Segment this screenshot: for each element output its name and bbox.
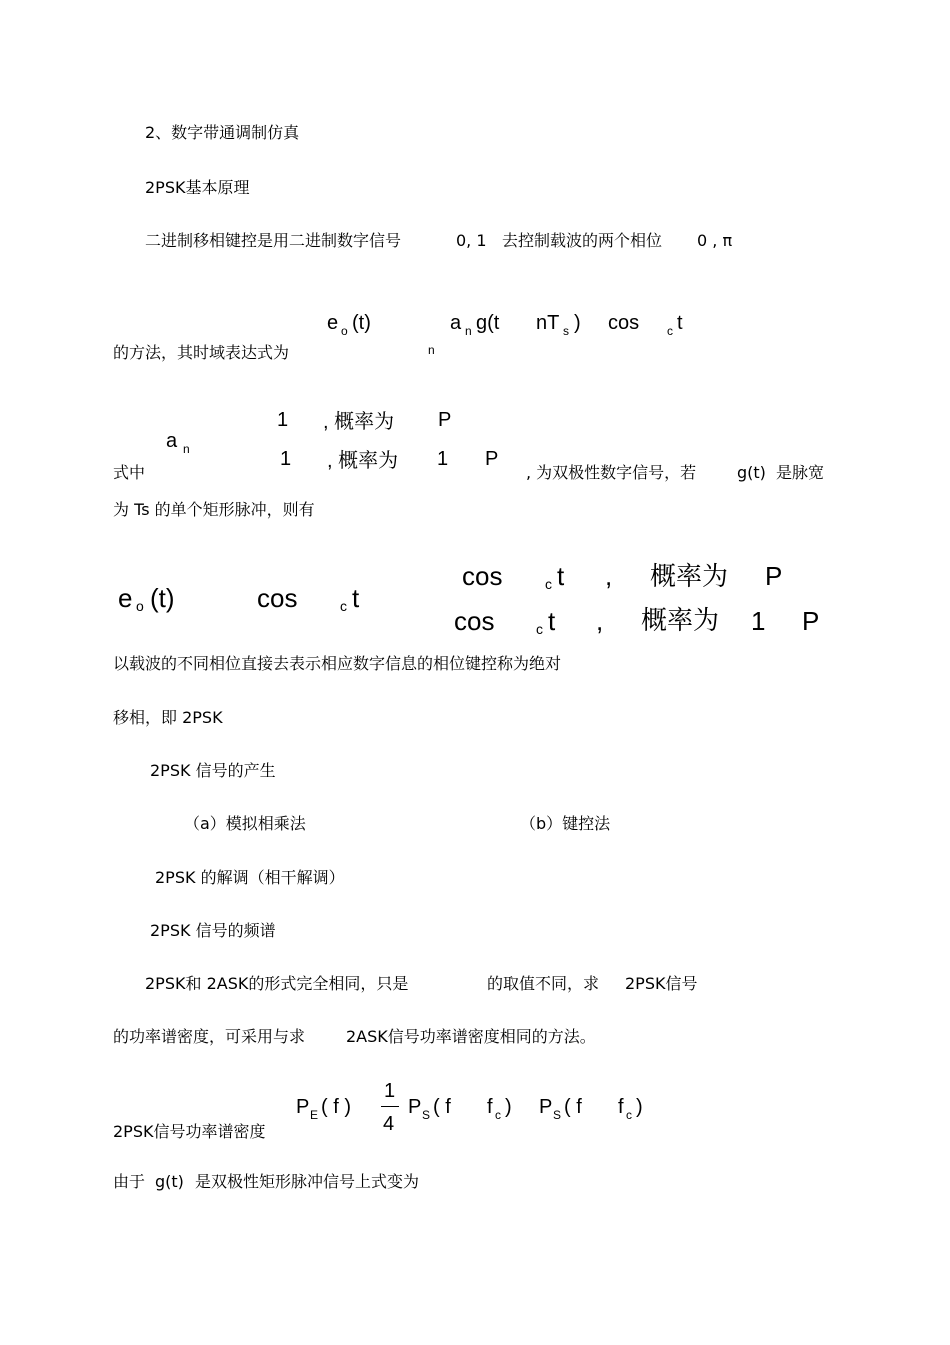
eq2-prob-bot: , 概率为 — [327, 450, 399, 472]
eq4-close2: ) — [636, 1096, 643, 1118]
intro-text: 二进制移相键控是用二进制数字信号 — [145, 231, 402, 250]
eq3-c-top: c — [545, 576, 552, 592]
eq3-comma-top: , — [605, 561, 613, 591]
method-text: 的方法，其时域表达式为 — [113, 343, 290, 362]
eq4-den: 4 — [383, 1113, 395, 1135]
eq4-num: 1 — [384, 1080, 396, 1102]
eq3-t-top: t — [557, 561, 565, 591]
section-heading: 2、数字带通调制仿真 — [145, 123, 300, 142]
eq3-t: t — [352, 583, 360, 613]
psd-line-2: 2ASK信号功率谱密度相同的方法。 — [346, 1027, 596, 1046]
eq4-fraction-bar — [381, 1106, 399, 1107]
eq4-open1: ( f — [433, 1096, 451, 1118]
since-text-1: 由于 — [113, 1172, 146, 1191]
eq3-p-top: P — [765, 561, 783, 591]
compare-text-3: 2PSK信号 — [625, 974, 698, 993]
eq2-a: a — [166, 430, 178, 452]
eq2-p-bot: P — [485, 448, 499, 470]
eq3-o-sub: o — [136, 598, 144, 614]
psd-line: 的功率谱密度，可采用与求 — [113, 1027, 306, 1046]
eq3-arg: (t) — [150, 583, 175, 613]
eq1-o-sub: o — [341, 324, 348, 338]
eq2-one-bot: 1 — [280, 448, 292, 470]
eq1-sum-index: n — [428, 343, 435, 357]
compare-text-1: 2PSK和 2ASK的形式完全相同，只是 — [145, 974, 409, 993]
pulse-text: 是脉宽 — [776, 463, 825, 482]
intro-digits: 0, 1 — [456, 231, 487, 250]
eq3-comma-bot: , — [596, 606, 604, 636]
ts-line: 为 Ts 的单个矩形脉冲，则有 — [113, 500, 315, 519]
eq3-c-sub: c — [340, 598, 347, 614]
eq4-S1-sub: S — [422, 1108, 431, 1122]
eq4-close1: ) — [505, 1096, 512, 1118]
where-text: 式中 — [113, 463, 146, 482]
eq4-open2: ( f — [564, 1096, 582, 1118]
intro-rest: 去控制载波的两个相位 — [502, 231, 663, 250]
intro-phases: 0 , π — [697, 231, 733, 250]
eq1-n-sub: n — [465, 324, 472, 338]
eq2-p-top: P — [438, 409, 452, 431]
eq4-fc2: f — [618, 1096, 624, 1118]
eq3-t-bot: t — [548, 606, 556, 636]
bipolar-text: , 为双极性数字信号，若 — [526, 463, 697, 482]
spectrum-heading: 2PSK 信号的频谱 — [150, 921, 276, 940]
eq4-Ps2: P — [539, 1096, 553, 1118]
demod-heading: 2PSK 的解调（相干解调） — [155, 868, 345, 887]
eq3-p-bot: P — [802, 606, 820, 636]
eq1-arg: (t) — [352, 312, 371, 334]
eq1-cos: cos — [608, 312, 640, 334]
eq1-c-sub: c — [667, 324, 673, 338]
eq3-prob-top: 概率为 — [650, 561, 729, 591]
eq1-nT: nT — [536, 312, 560, 334]
eq3-e: e — [118, 583, 133, 613]
eq4-P: P — [296, 1096, 310, 1118]
compare-text-2: 的取值不同，求 — [487, 974, 600, 993]
eq1-t: t — [677, 312, 683, 334]
eq3-cos-top: cos — [462, 561, 503, 591]
since-gt: g(t) — [155, 1172, 184, 1191]
eq2-n-sub: n — [183, 442, 190, 456]
principle-heading: 2PSK基本原理 — [145, 178, 250, 197]
since-text-2: 是双极性矩形脉冲信号上式变为 — [195, 1172, 420, 1191]
eq1-s-sub: s — [563, 324, 569, 338]
method-b-label: （b）键控法 — [520, 814, 611, 833]
eq4-Ps1: P — [408, 1096, 422, 1118]
eq4-c1-sub: c — [495, 1108, 501, 1122]
eq3-prob-bot: 概率为 — [641, 605, 720, 635]
absolute-line-2: 移相，即 2PSK — [113, 708, 223, 727]
eq1-g: g(t — [476, 312, 500, 334]
gt-text: g(t) — [737, 463, 766, 482]
absolute-line-1: 以载波的不同相位直接去表示相应数字信息的相位键控称为绝对 — [113, 654, 562, 673]
eq3-cos-main: cos — [257, 583, 298, 613]
eq3-one-bot: 1 — [751, 606, 766, 636]
eq4-c2-sub: c — [626, 1108, 632, 1122]
generation-heading: 2PSK 信号的产生 — [150, 761, 276, 780]
eq4-S2-sub: S — [553, 1108, 562, 1122]
eq4-fc1: f — [487, 1096, 493, 1118]
eq3-cos-bot: cos — [454, 606, 495, 636]
eq1-a: a — [450, 312, 462, 334]
psd-label: 2PSK信号功率谱密度 — [113, 1122, 266, 1141]
eq1-e: e — [327, 312, 339, 334]
eq2-prob-top: , 概率为 — [323, 411, 395, 433]
eq2-one-bot2: 1 — [437, 448, 449, 470]
eq1-close: ) — [574, 312, 581, 334]
eq4-E-sub: E — [310, 1108, 319, 1122]
eq3-c-bot: c — [536, 621, 543, 637]
eq2-one-top: 1 — [277, 409, 289, 431]
method-a-label: （a）模拟相乘法 — [184, 814, 306, 833]
eq4-f-arg: ( f ) — [321, 1096, 351, 1118]
